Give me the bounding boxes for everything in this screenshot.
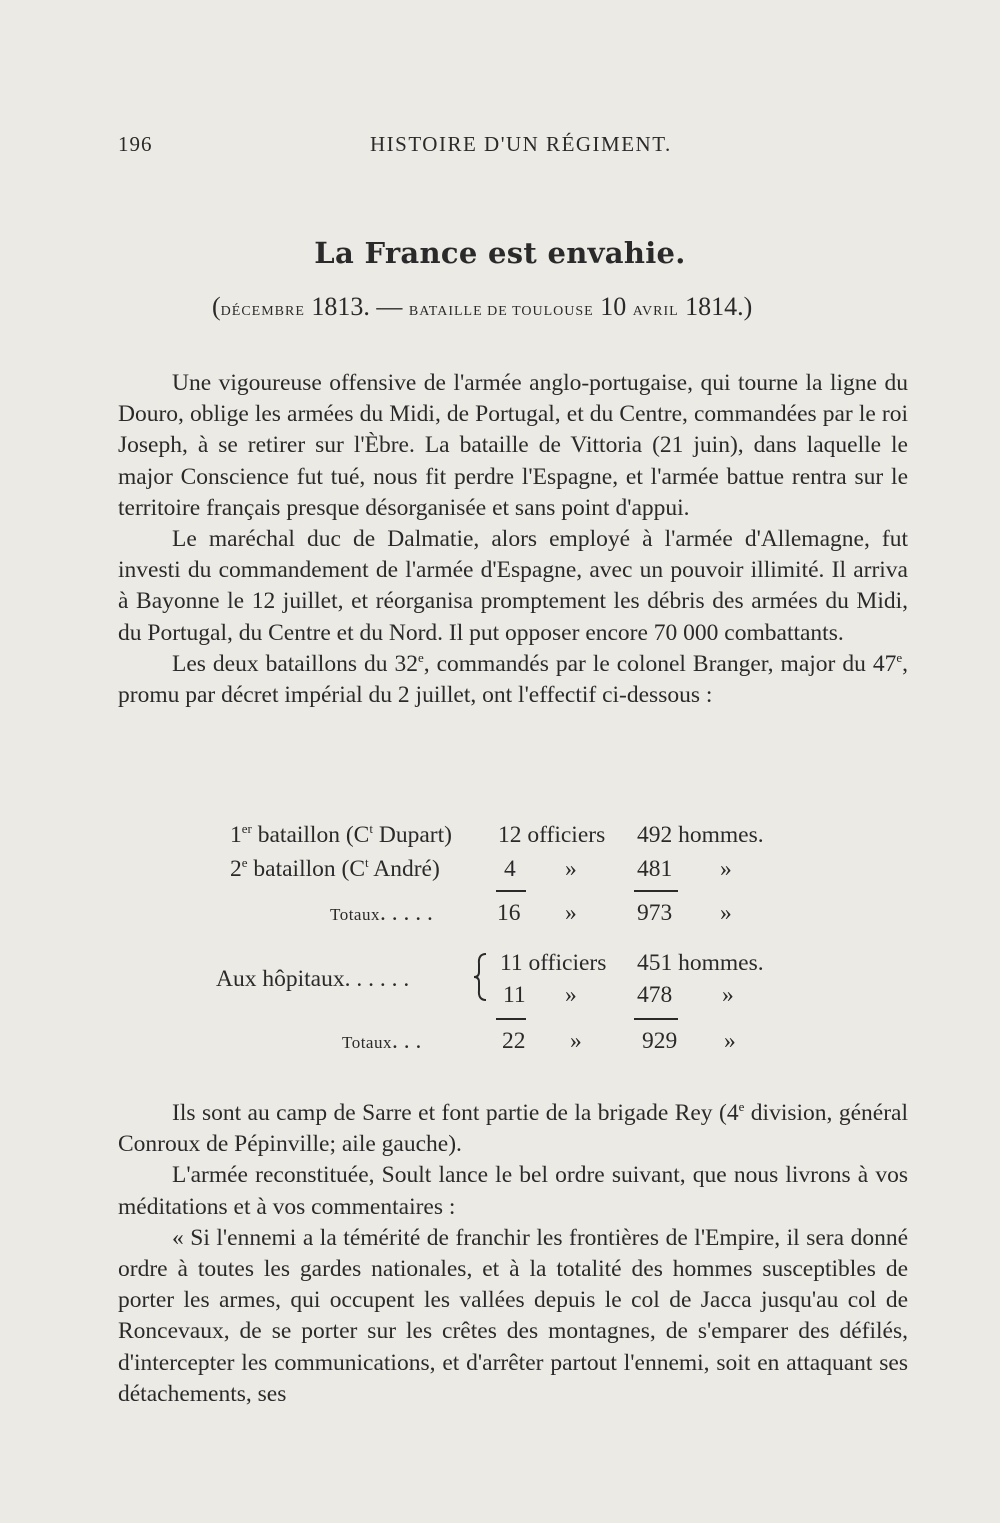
sum-rule (634, 1018, 678, 1020)
section-subtitle: (DÉCEMBRE 1813. — BATAILLE DE TOULOUSE 10 AVRIL 1814.) (212, 292, 753, 321)
table-cell: 481 (637, 856, 673, 882)
table-cell: » (724, 1028, 736, 1054)
section-title: La France est envahie. (314, 236, 686, 270)
paragraph: « Si l'ennemi a la témérité de franchir les frontières de l'Empire, il sera donné ordre à toutes les gardes nationales, et à la totalité des hommes susceptibles de porter les armes, qui occupent les vallées depuis le col de Jacca jusqu'au col de Roncevaux, de se porter sur les crêtes des montagnes, de s'emparer des défilés, d'intercepter les communications, et d'arrêter partout l'ennemi, soit en attaquant ses détachements, ses (118, 1224, 908, 1407)
brace-icon (472, 952, 494, 1002)
table-cell: 4 (504, 856, 516, 882)
table-cell: » (570, 1028, 582, 1054)
paragraph: Une vigoureuse offensive de l'armée anglo-portugaise, qui tourne la ligne du Douro, oblige les armées du Midi, de Portugal, et du Centre, commandées par le roi Joseph, à se retirer sur l'Èbre. La bataille de Vittoria (21 juin), dans laquelle le major Conscience fut tué, nous fit perdre l'Espagne, et l'armée battue rentra sur le territoire français presque désorganisée et sans point d'appui. (118, 370, 908, 521)
table-cell: » (565, 900, 577, 926)
sum-rule (634, 890, 678, 892)
table-cell: 973 (637, 900, 673, 926)
table-row-label: Totaux. . . (342, 1028, 422, 1054)
paragraph: Ils sont au camp de Sarre et font partie de la brigade Rey (4e division, général Conroux de Pépinville; aile gauche). (118, 1099, 908, 1158)
table-row-label: 1er bataillon ($C^t$ Dupart) (230, 821, 452, 848)
body-text-top (118, 368, 908, 711)
table-cell: » (565, 856, 577, 882)
table-cell: 16 (497, 900, 521, 926)
running-title: HISTOIRE D'UN RÉGIMENT. (370, 132, 672, 156)
body-text-bottom (118, 1098, 908, 1410)
paragraph: L'armée reconstituée, Soult lance le bel ordre suivant, que nous livrons à vos méditations et à vos commentaires : (118, 1162, 908, 1220)
table-cell: 478 (637, 982, 673, 1008)
table-cell: 11 (503, 982, 526, 1008)
table-cell: 451 hommes. (637, 950, 764, 976)
paragraph: Les deux bataillons du 32e, commandés par le colonel Branger, major du 47e, promu par décret impérial du 2 juillet, ont l'effectif ci-dessous : (118, 650, 908, 709)
table-row-label: 2e bataillon ($C^t$ André) (230, 855, 440, 882)
sum-rule (496, 890, 526, 892)
table-cell: 11 officiers (500, 950, 607, 976)
paragraph: Le maréchal duc de Dalmatie, alors employé à l'armée d'Allemagne, fut investi du commandement de l'armée d'Espagne, avec un pouvoir illimité. Il arriva à Bayonne le 12 juillet, et réorganisa promptement les débris des armées du Midi, du Portugal, du Centre et du Nord. Il put opposer encore 70 000 combattants. (118, 526, 908, 646)
table-cell: 492 hommes. (637, 822, 764, 848)
table-cell: 12 officiers (498, 822, 606, 848)
table-row-label: Totaux. . . . . (330, 900, 433, 926)
table-cell: 929 (642, 1028, 678, 1054)
table-cell: » (722, 982, 734, 1008)
sum-rule (496, 1018, 526, 1020)
table-row-label: Aux hôpitaux. . . . . . (216, 966, 410, 992)
table-cell: » (720, 900, 732, 926)
table-cell: » (720, 856, 732, 882)
running-header (118, 132, 905, 162)
page-number: 196 (118, 132, 153, 156)
table-cell: » (565, 982, 577, 1008)
table-cell: 22 (502, 1028, 526, 1054)
